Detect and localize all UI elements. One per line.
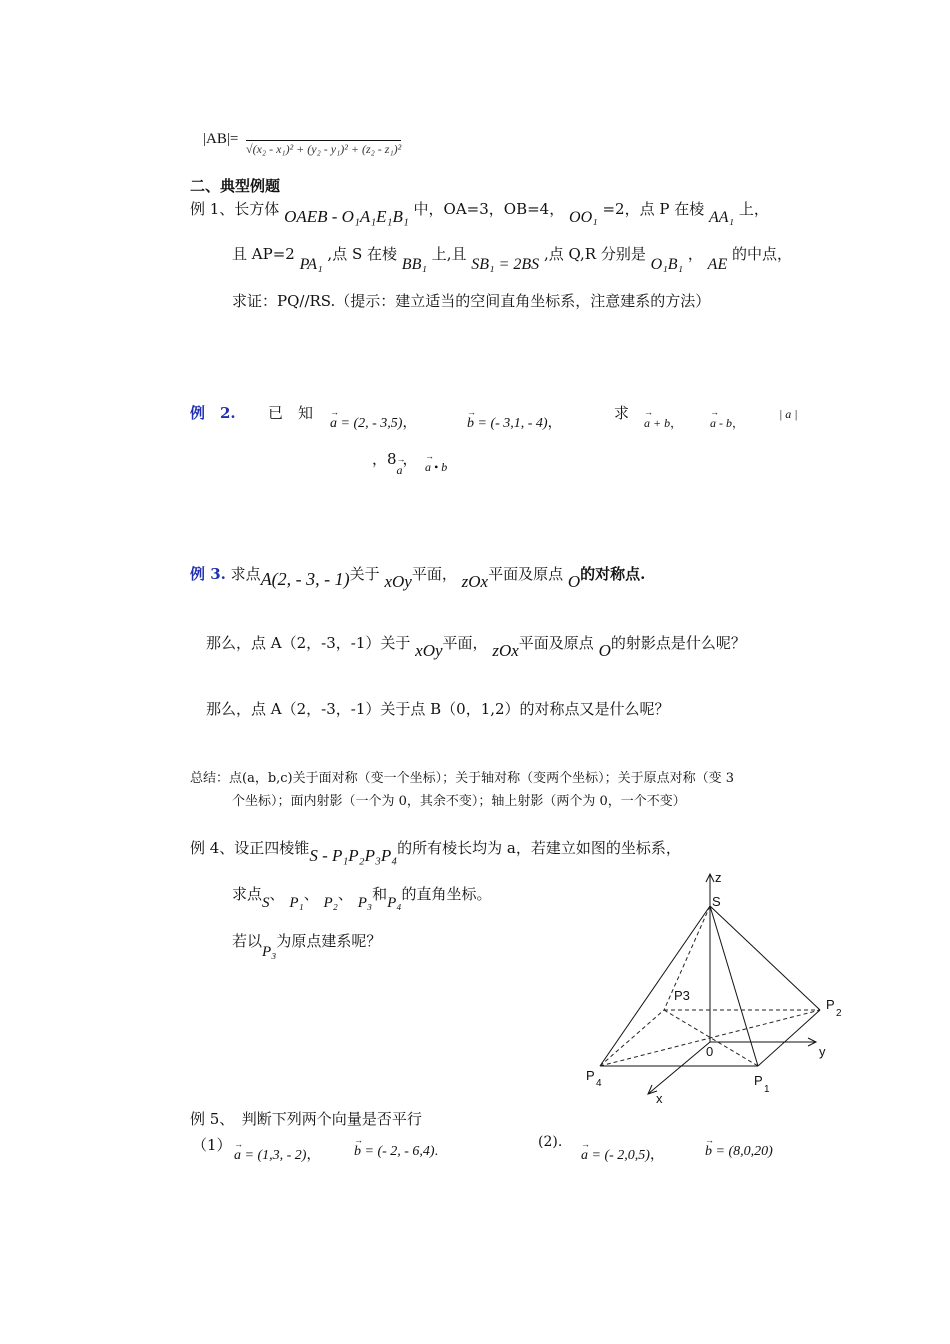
- example-5-part-2-label: (2).: [538, 1134, 563, 1150]
- expr-a-plus-b: → a + b，: [644, 414, 682, 431]
- point-a: A(2, - 3, - 1): [260, 569, 350, 589]
- example-3-origin-text: 平面及原点: [488, 565, 564, 583]
- fig-label-p3: P3: [674, 988, 690, 1003]
- fig-label-p2-sub: 2: [836, 1008, 842, 1019]
- relation-sb1: SB₁ = 2BS: [471, 256, 540, 273]
- point-s: S: [262, 895, 270, 911]
- fig-label-z: z: [715, 870, 722, 885]
- vector-b-def: → b = (- 3,1, - 4)，: [467, 412, 562, 432]
- edge-aa1: AA₁: [709, 209, 735, 226]
- fig-label-p2: P: [826, 997, 835, 1012]
- example-1-prefix: 例 1、长方体: [190, 200, 280, 218]
- example-1-and: 上,且: [431, 245, 467, 263]
- sep-3: 、: [337, 885, 353, 903]
- example-5-part-1-b-text: → b = (- 2, - 6,4): [354, 1144, 435, 1160]
- example-3-follow-a: 那么，点 A（2，-3，-1）关于: [206, 634, 411, 652]
- plane-xoy: xOy: [384, 572, 412, 591]
- expr-a-dot-b: [425, 460, 447, 475]
- vector-a-def-text: → a = (2, - 3,5): [330, 416, 402, 432]
- fig-label-p1: P: [754, 1073, 763, 1088]
- example-5-part-2-b: [705, 1144, 773, 1160]
- example-3-about: 关于: [349, 565, 380, 583]
- example-3-follow-b: 平面，: [442, 634, 488, 652]
- plane-zox-2: zOx: [492, 641, 519, 660]
- plane-zox: zOx: [461, 572, 489, 591]
- distance-formula-radical: √(x₂ - x₁)² + (y₂ - y₁)² + (z₂ - z₁)²: [246, 142, 402, 156]
- example-4-coords: 的直角坐标。: [401, 885, 492, 903]
- sep-1: 、: [269, 885, 285, 903]
- example-5-title: 例 5、 判断下列两个向量是否平行: [190, 1110, 422, 1128]
- and-text: 和: [372, 885, 388, 903]
- example-1-line-3: [232, 290, 710, 311]
- segment-oo1: OO₁: [569, 209, 598, 226]
- point-p4: P₄: [387, 895, 402, 911]
- pyramid-figure: [580, 866, 850, 1110]
- vector-b-def-text: → b = (- 3,1, - 4): [467, 416, 548, 432]
- example-1-comma: ，: [687, 245, 703, 263]
- summary-line-1: 总结：点(a，b,c)关于面对称（变一个坐标）；关于轴对称（变两个坐标）；关于原点对称（变 3: [190, 771, 735, 786]
- segment-ae: AE: [707, 256, 728, 273]
- example-4-prefix: 例 4、设正四棱锥: [190, 839, 310, 857]
- expr-8a: ，8→ a，: [372, 448, 418, 469]
- example-1-on: 上，: [738, 200, 769, 218]
- expr-8a-vector: → a: [397, 463, 403, 478]
- example-3-find: 求点: [230, 565, 261, 583]
- point-p3-origin: P₃: [262, 944, 277, 960]
- segment-pa1: PA₁: [299, 256, 323, 273]
- distance-formula-label: |AB|=: [203, 131, 239, 147]
- segment-o1b1: O₁B₁: [650, 256, 684, 273]
- example-3-label: 例 3.: [190, 565, 226, 583]
- fig-label-p4-sub: 4: [596, 1078, 602, 1089]
- example-1-prove: 求证：PQ//RS.（提示：建立适当的空间直角坐标系，注意建系的方法）: [232, 292, 711, 310]
- example-1-qr: ,点 Q,R 分别是: [543, 245, 646, 263]
- example-1-point-s: ,点 S 在棱: [327, 245, 398, 263]
- origin-o-2: O: [598, 641, 611, 660]
- expr-a-plus-b-text: → a + b: [644, 416, 670, 431]
- x-axis: [648, 1042, 710, 1094]
- example-5-part-1-a-text: → a = (1,3, - 2): [234, 1148, 306, 1164]
- plane-xoy-2: xOy: [415, 641, 443, 660]
- example-3-follow-c: 平面及原点: [518, 634, 594, 652]
- example-4-desc: 的所有棱长均为 a，若建立如图的坐标系，: [397, 839, 681, 857]
- expr-abs-a: | a |: [779, 407, 798, 421]
- example-3-symmetric: 的对称点.: [580, 565, 646, 583]
- example-5-part-1-b: → b = (- 2, - 6,4).: [354, 1144, 438, 1160]
- fig-label-p4: P: [586, 1068, 595, 1083]
- fig-label-s: S: [712, 894, 721, 909]
- expr-a-minus-b-text: → a - b: [710, 416, 732, 431]
- example-1-midpoint: 的中点，: [732, 245, 793, 263]
- fig-label-o: 0: [706, 1044, 714, 1059]
- example-4-line-2: [232, 883, 492, 911]
- point-p1: P₁: [289, 895, 304, 911]
- example-4-line-3: [232, 930, 382, 960]
- example-2-ask: 求: [614, 404, 630, 422]
- example-4-line-1: [190, 837, 681, 865]
- pyramid-name: S - P₁P₂P₃P₄: [309, 846, 398, 865]
- example-5-part-2-b-text: → b = (8,0,20): [705, 1144, 773, 1160]
- example-1-point-p: =2，点 P 在棱: [602, 200, 705, 218]
- example-3-plane: 平面，: [411, 565, 457, 583]
- example-3-line-2: [206, 632, 746, 660]
- expr-a-minus-b: → a - b，: [710, 414, 744, 431]
- example-1-line-2: [232, 243, 793, 273]
- fig-label-x: x: [656, 1091, 663, 1106]
- example-3-line-1: [190, 563, 646, 591]
- edge-p1-p2: [758, 1010, 820, 1066]
- example-5-part-1-a: → a = (1,3, - 2)，: [234, 1144, 320, 1164]
- example-2-known: 已 知: [268, 404, 314, 422]
- fig-label-y: y: [819, 1044, 826, 1059]
- example-5-part-2-a-text: → a = (- 2,0,5): [581, 1148, 650, 1164]
- example-4-origin-question: 为原点建系呢？: [276, 932, 382, 950]
- edge-s-p2: [710, 906, 820, 1010]
- example-1-line-1: [190, 198, 769, 226]
- sep-2: 、: [303, 885, 319, 903]
- section-heading: 二、典型例题: [190, 177, 281, 195]
- expr-a-dot-b-text: → a • b: [425, 460, 447, 475]
- expr-8a-prefix: ，8: [372, 450, 397, 468]
- point-p2: P₂: [323, 895, 338, 911]
- fig-label-p1-sub: 1: [764, 1084, 770, 1095]
- point-p3: P₃: [357, 895, 373, 911]
- origin-o: O: [567, 572, 581, 591]
- example-5-part-2-a: → a = (- 2,0,5)，: [581, 1144, 664, 1164]
- example-3-follow-d: 的射影点是什么呢？: [610, 634, 746, 652]
- example-4-if: 若以: [232, 932, 263, 950]
- example-1-given: 中，OA=3，OB=4，: [413, 200, 565, 218]
- example-3-line-3: 那么，点 A（2，-3，-1）关于点 B（0，1,2）的对称点又是什么呢？: [206, 700, 670, 718]
- example-2-label: 例 2.: [190, 404, 236, 422]
- example-4-find: 求点: [232, 885, 263, 903]
- example-5-part-1-label: （1）: [192, 1136, 232, 1154]
- edge-bb1: BB₁: [401, 256, 427, 273]
- vector-a-def: → a = (2, - 3,5)，: [330, 412, 416, 432]
- edge-p4-p3: [600, 1010, 664, 1066]
- edge-s-p4: [600, 906, 710, 1066]
- cuboid-name: OAEB - O₁A₁E₁B₁: [284, 207, 409, 226]
- summary-line-2: 个坐标）；面内射影（一个为 0，其余不变）；轴上射影（两个为 0，一个不变）: [232, 794, 686, 809]
- example-1-ap: 且 AP=2: [232, 245, 295, 263]
